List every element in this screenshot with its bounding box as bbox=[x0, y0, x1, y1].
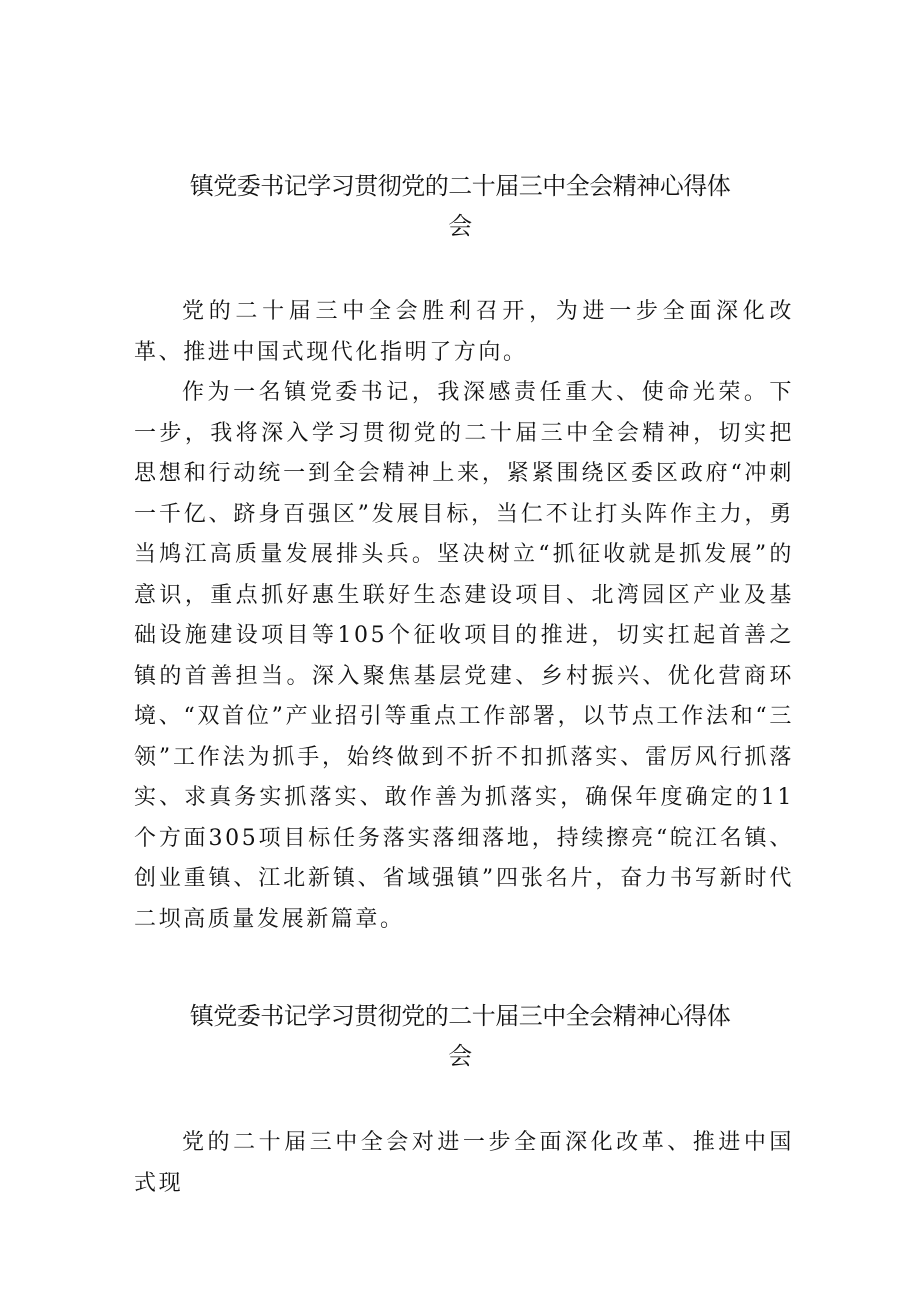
section-2-title-line-1: 镇党委书记学习贯彻党的二十届三中全会精神心得体 bbox=[189, 1002, 731, 1030]
section-1-title-line-1: 镇党委书记学习贯彻党的二十届三中全会精神心得体 bbox=[189, 172, 731, 200]
section-1-paragraph-1: 党的二十届三中全会胜利召开，为进一步全面深化改革、推进中国式现代化指明了方向。 bbox=[134, 299, 794, 365]
section-1-title-line-2: 会 bbox=[448, 212, 472, 240]
section-1-paragraph-2: 作为一名镇党委书记，我深感责任重大、使命光荣。下一步，我将深入学习贯彻党的二十届三中全会精神，切实把思想和行动统一到全会精神上来，紧紧围绕区委区政府“冲刺一千亿、跻身百强区”发展目标，当仁不让打头阵作主力，勇当鸠江高质量发展排头兵。坚决树立“抓征收就是抓发展”的意识，重点抓好惠生联好生态建设项目、北湾园区产业及基础设施建设项目等105个征收项目的推进，切实扛起首善之镇的首善担当。深入聚焦基层党建、乡村振兴、优化营商环境、“双首位”产业招引等重点工作部署，以节点工作法和“三领”工作法为抓手，始终做到不折不扣抓落实、雷厉风行抓落实、求真务实抓落实、敢作善为抓落实，确保年度确定的11个方面305项目标任务落实落细落地，持续擦亮“皖江名镇、创业重镇、江北新镇、省域强镇”四张名片，奋力书写新时代二坝高质量发展新篇章。 bbox=[134, 380, 794, 932]
section-2-title-line-2: 会 bbox=[448, 1042, 472, 1070]
section-1-title bbox=[130, 166, 790, 246]
section-2-paragraph-1: 党的二十届三中全会对进一步全面深化改革、推进中国式现 bbox=[134, 1130, 794, 1196]
section-2-title bbox=[130, 996, 790, 1076]
